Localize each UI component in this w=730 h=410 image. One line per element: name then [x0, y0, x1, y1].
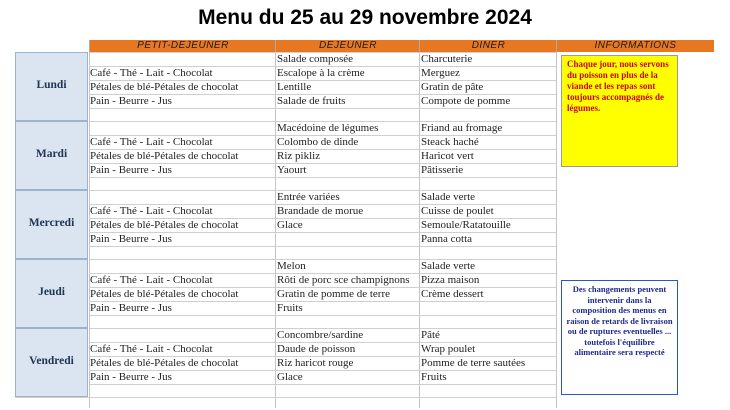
lunch-item: Colombo de dinde: [277, 136, 359, 148]
row-line: [89, 315, 556, 316]
breakfast-item: Pétales de blé-Pétales de chocolat: [90, 288, 239, 300]
dinner-item: Merguez: [421, 67, 460, 79]
lunch-item: [277, 232, 417, 246]
day-name: Lundi: [36, 79, 67, 91]
dinner-item: Pâté: [421, 329, 440, 341]
dinner-item: Semoule/Ratatouille: [421, 219, 511, 231]
dinner-item: Gratin de pâte: [421, 81, 484, 93]
breakfast-item: Café - Thé - Lait - Chocolat: [90, 136, 213, 148]
column-divider: [419, 52, 420, 408]
dinner-item: Crème dessert: [421, 288, 484, 300]
lunch-item: Escalope à la crème: [277, 67, 365, 79]
lunch-item: Lentille: [277, 81, 312, 93]
lunch-item: Glace: [277, 219, 303, 231]
lunch-item: Gratin de pomme de terre: [277, 288, 391, 300]
lunch-item: Concombre/sardine: [277, 329, 364, 341]
lunch-item: Glace: [277, 371, 303, 383]
breakfast-item: Pétales de blé-Pétales de chocolat: [90, 357, 239, 369]
dinner-item: Charcuterie: [421, 53, 473, 65]
breakfast-item: Pétales de blé-Pétales de chocolat: [90, 150, 239, 162]
page-title: Menu du 25 au 29 novembre 2024: [198, 6, 532, 29]
dinner-item: Haricot vert: [421, 150, 474, 162]
column-divider: [275, 52, 276, 408]
lunch-item: Yaourt: [277, 164, 307, 176]
dinner-item: Pâtisserie: [421, 164, 464, 176]
day-name: Mardi: [35, 148, 68, 160]
dinner-item: Steack haché: [421, 136, 479, 148]
day-name: Jeudi: [38, 286, 65, 298]
day-name: Mercredi: [28, 217, 75, 229]
info-note-fish: Chaque jour, nous servons du poisson en plus de la viande et les repas sont toujours accompagnés de légumes.: [561, 55, 678, 167]
lunch-item: Melon: [277, 260, 306, 272]
lunch-item: Salade de fruits: [277, 95, 346, 107]
lunch-item: Fruits: [277, 302, 303, 314]
dinner-item: Pomme de terre sautées: [421, 357, 526, 369]
day-name: Vendredi: [29, 355, 74, 367]
breakfast-item: Café - Thé - Lait - Chocolat: [90, 274, 213, 286]
header-lunch: DEJEUNER: [275, 40, 420, 52]
row-line: [89, 108, 556, 109]
breakfast-item: Pain - Beurre - Jus: [90, 95, 172, 107]
dinner-item: Wrap poulet: [421, 343, 476, 355]
lunch-item: Rôti de porc sce champignons: [277, 274, 410, 286]
dinner-item: Compote de pomme: [421, 95, 511, 107]
lunch-item: Riz pikliz: [277, 150, 321, 162]
dinner-item: Cuisse de poulet: [421, 205, 494, 217]
lunch-item: Brandade de morue: [277, 205, 364, 217]
breakfast-item: Pain - Beurre - Jus: [90, 233, 172, 245]
lunch-item: Daude de poisson: [277, 343, 356, 355]
dinner-item: Panna cotta: [421, 233, 473, 245]
header-breakfast: PETIT-DEJEUNER: [89, 40, 276, 52]
breakfast-item: Pétales de blé-Pétales de chocolat: [90, 81, 239, 93]
dinner-item: Friand au fromage: [421, 122, 503, 134]
dinner-item: [421, 301, 555, 315]
breakfast-item: Pétales de blé-Pétales de chocolat: [90, 219, 239, 231]
column-divider: [556, 52, 557, 408]
dinner-item: Salade verte: [421, 191, 476, 203]
header-info: INFORMATIONS: [556, 40, 714, 52]
info-note-changes: Des changements peuvent intervenir dans la composition des menus en raison de retards de livraison ou de ruptures eventuelles ... toutefois l'équilibre alimentaire sera respecté: [561, 280, 678, 395]
row-line: [89, 384, 556, 385]
dinner-item: Salade verte: [421, 260, 476, 272]
breakfast-item: Café - Thé - Lait - Chocolat: [90, 67, 213, 79]
row-line: [89, 177, 556, 178]
breakfast-item: Café - Thé - Lait - Chocolat: [90, 343, 213, 355]
table-bottom-line: [15, 397, 556, 398]
breakfast-item: Pain - Beurre - Jus: [90, 371, 172, 383]
lunch-item: Macédoine de légumes: [277, 122, 379, 134]
dinner-item: Pizza maison: [421, 274, 480, 286]
lunch-item: Salade composée: [277, 53, 354, 65]
header-dinner: DINER: [419, 40, 557, 52]
lunch-item: Riz haricot rouge: [277, 357, 354, 369]
dinner-item: Fruits: [421, 371, 447, 383]
breakfast-item: Café - Thé - Lait - Chocolat: [90, 205, 213, 217]
row-line: [89, 246, 556, 247]
lunch-item: Entrée variées: [277, 191, 340, 203]
breakfast-item: Pain - Beurre - Jus: [90, 164, 172, 176]
breakfast-item: Pain - Beurre - Jus: [90, 302, 172, 314]
